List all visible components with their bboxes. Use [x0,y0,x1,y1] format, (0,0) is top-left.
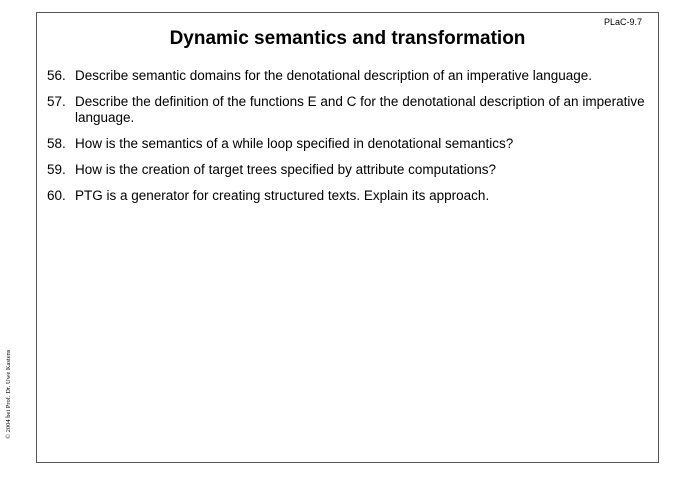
slide-title: Dynamic semantics and transformation [169,28,526,49]
question-item-58 [47,136,648,152]
question-text: How is the semantics of a while loop specified in denotational semantics? [75,136,514,151]
question-text: Describe the definition of the functions E and C for the denotational description of an imperative language. [75,94,645,125]
question-number: 59. [47,162,66,177]
question-number: 57. [47,94,66,109]
question-item-56 [47,68,648,84]
question-number: 56. [47,68,66,83]
copyright-notice: © 2004 bei Prof. Dr. Uwe Kastens [5,349,12,439]
question-item-59 [47,162,648,178]
question-item-60 [47,188,648,204]
question-text: Describe semantic domains for the denotational description of an imperative language. [75,68,593,83]
slide-frame [36,12,659,463]
question-text: PTG is a generator for creating structured texts. Explain its approach. [75,188,490,203]
question-number: 60. [47,188,66,203]
question-text: How is the creation of target trees specified by attribute computations? [75,162,496,177]
slide-id: PLaC-9.7 [603,17,642,27]
question-list [47,68,648,214]
question-item-57 [47,94,648,126]
question-number: 58. [47,136,66,151]
